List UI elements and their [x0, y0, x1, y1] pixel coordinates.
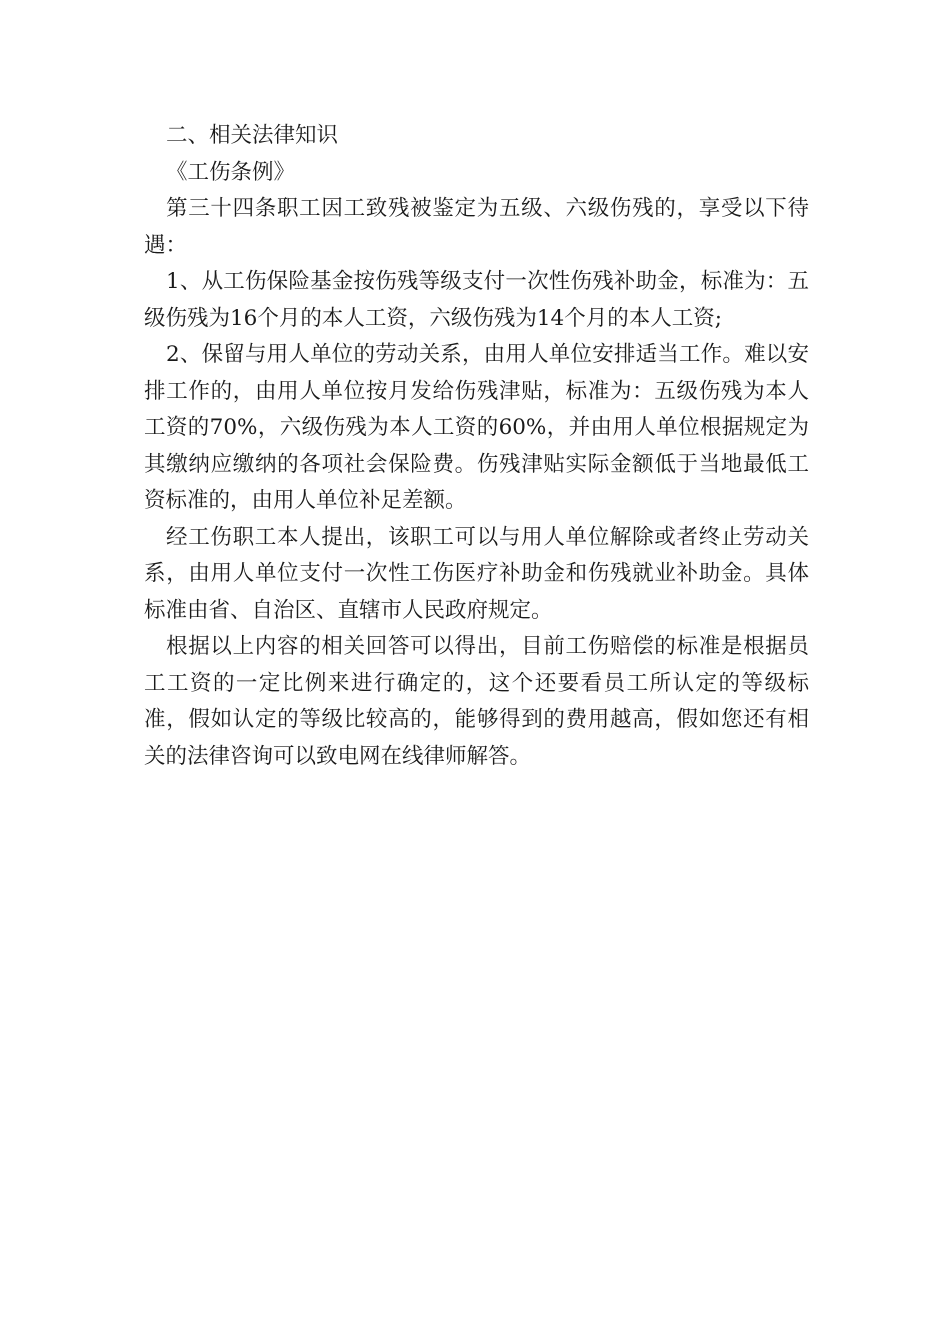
section-heading: 二、相关法律知识 — [166, 123, 339, 148]
document-body — [144, 118, 809, 775]
paragraph-item-2: 2、保留与用人单位的劳动关系，由用人单位安排适当工作。难以安排工作的，由用人单位按月发给伤残津贴，标准为：五级伤残为本人工资的70%，六级伤残为本人工资的60%，并由用人单位根据规定为其缴纳应缴纳的各项社会保险费。伤残津贴实际金额低于当地最低工资标准的，由用人单位补足差额。 — [144, 342, 809, 513]
paragraph-termination: 经工伤职工本人提出，该职工可以与用人单位解除或者终止劳动关系，由用人单位支付一次性工伤医疗补助金和伤残就业补助金。具体标准由省、自治区、直辖市人民政府规定。 — [144, 524, 809, 623]
paragraph-article-34: 第三十四条职工因工致残被鉴定为五级、六级伤残的，享受以下待遇： — [144, 196, 809, 258]
paragraph-item-1: 1、从工伤保险基金按伤残等级支付一次性伤残补助金，标准为：五级伤残为16个月的本人工资，六级伤残为14个月的本人工资; — [144, 269, 809, 331]
regulation-title: 《工伤条例》 — [166, 159, 296, 185]
paragraph-conclusion: 根据以上内容的相关回答可以得出，目前工伤赔偿的标准是根据员工工资的一定比例来进行确定的，这个还要看员工所认定的等级标准，假如认定的等级比较高的，能够得到的费用越高，假如您还有相关的法律咨询可以致电网在线律师解答。 — [144, 634, 809, 769]
